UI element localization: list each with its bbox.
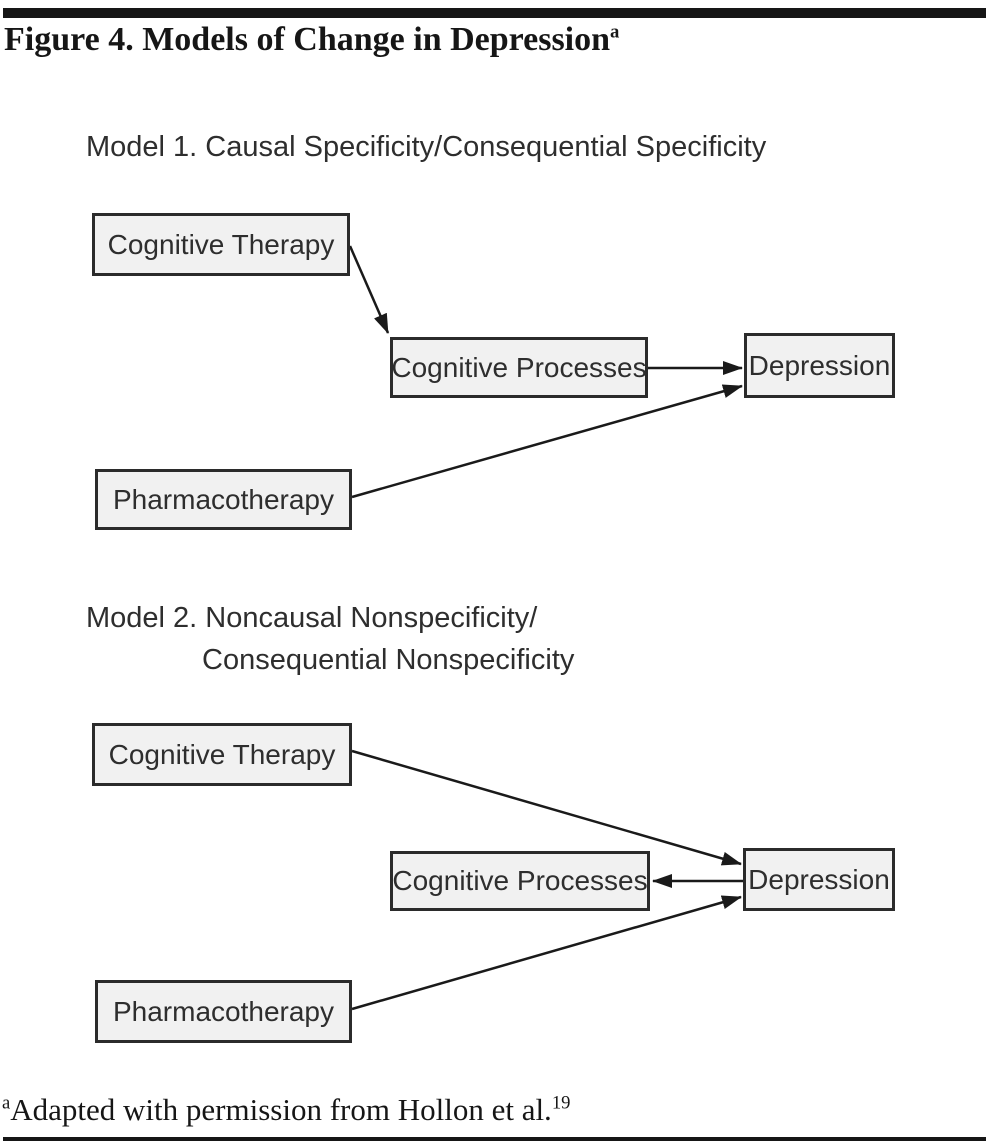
node-cognitive-processes: Cognitive Processes	[390, 337, 648, 398]
node-depression: Depression	[744, 333, 895, 398]
figure-title	[4, 20, 619, 61]
figure-title-note-marker: a	[610, 21, 620, 43]
node-depression: Depression	[743, 848, 895, 911]
node-pharmacotherapy: Pharmacotherapy	[95, 469, 352, 530]
footnote-text: Adapted with permission from Hollon et al.	[10, 1092, 552, 1127]
figure-title-text: Figure 4. Models of Change in Depression	[4, 21, 611, 58]
node-cognitive-therapy: Cognitive Therapy	[92, 213, 350, 276]
footnote	[2, 1092, 570, 1128]
model2-label-line2: Consequential Nonspecificity	[202, 644, 575, 676]
node-pharmacotherapy: Pharmacotherapy	[95, 980, 352, 1043]
arrow-m1-pharmacotherapy-to-depression	[352, 386, 742, 497]
footnote-reference: 19	[551, 1092, 571, 1114]
top-rule	[3, 8, 986, 18]
bottom-rule	[3, 1137, 986, 1141]
node-cognitive-therapy: Cognitive Therapy	[92, 723, 352, 786]
arrow-m2-cognitive-therapy-to-depression	[352, 751, 741, 864]
footnote-marker: a	[2, 1092, 11, 1114]
arrow-m2-pharmacotherapy-to-depression	[352, 897, 741, 1009]
model1-label: Model 1. Causal Specificity/Consequential Specificity	[86, 131, 767, 163]
model2-label-line1: Model 2. Noncausal Nonspecificity/	[86, 602, 538, 634]
node-cognitive-processes: Cognitive Processes	[390, 851, 650, 911]
arrow-m1-cognitive-therapy-to-cognitive-processes	[350, 246, 388, 333]
